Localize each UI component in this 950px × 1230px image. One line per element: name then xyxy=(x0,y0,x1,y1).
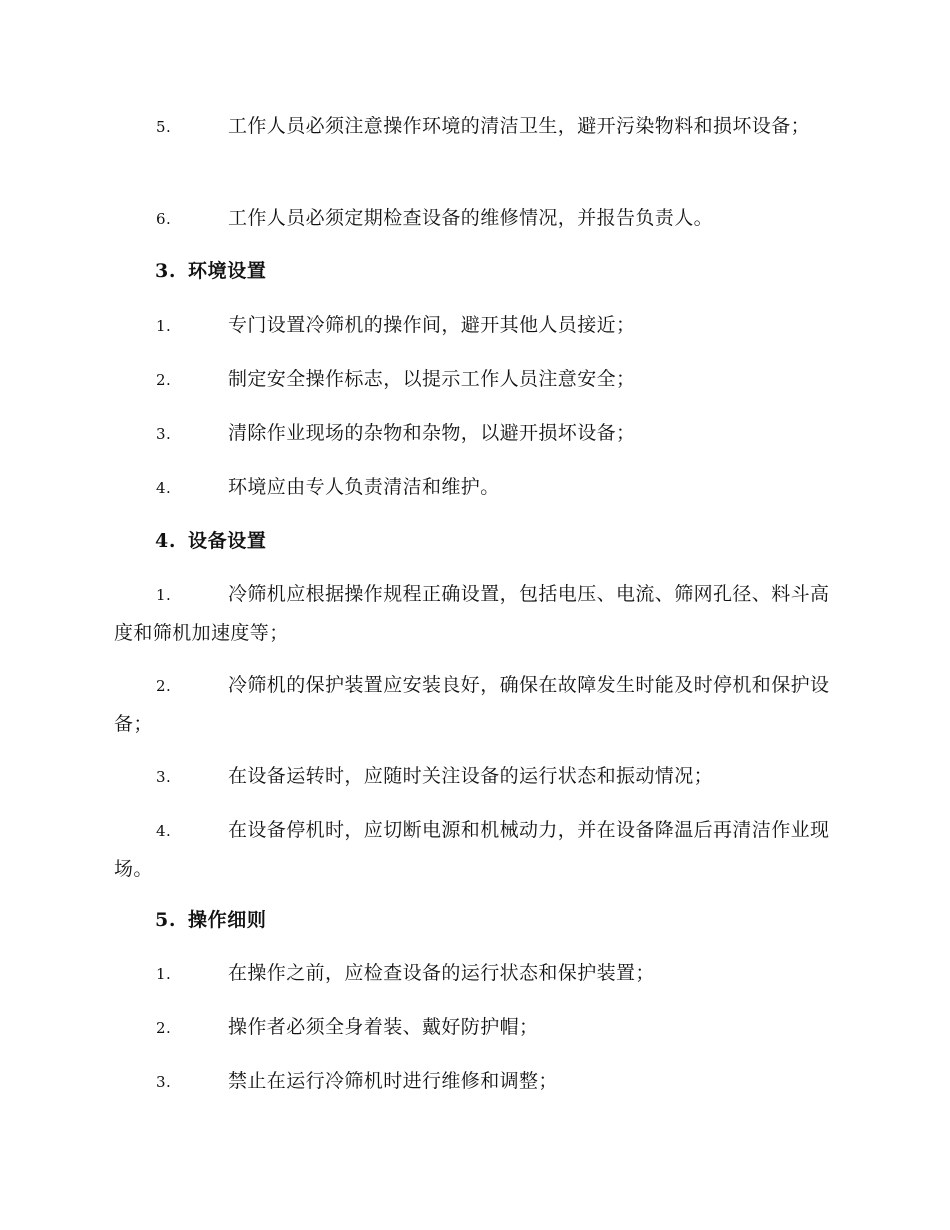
list-item xyxy=(114,360,836,399)
section-number: 5. xyxy=(155,909,177,931)
section-heading xyxy=(155,252,266,290)
section-title: 设备设置 xyxy=(188,530,267,552)
list-item-text: 5. 工作人员必须注意操作环境的清洁卫生，避开污染物料和损坏设备； xyxy=(114,107,836,146)
list-item xyxy=(114,199,836,238)
section-title: 环境设置 xyxy=(188,260,267,282)
list-item-text: 清除作业现场的杂物和杂物，以避开损坏设备； xyxy=(228,422,636,444)
list-item xyxy=(114,666,836,743)
list-item-text: 在设备运转时，应随时关注设备的运行状态和振动情况； xyxy=(228,765,714,787)
list-item-text: 工作人员必须定期检查设备的维修情况，并报告负责人。 xyxy=(228,207,714,229)
list-item xyxy=(114,575,836,652)
section-number: 3. xyxy=(155,260,177,282)
list-item-number: 1. xyxy=(156,965,172,983)
list-item-number: 3. xyxy=(156,1073,172,1091)
list-item xyxy=(114,306,836,345)
list-item xyxy=(114,811,836,888)
list-item-text: 操作者必须全身着装、戴好防护帽； xyxy=(228,1016,539,1038)
list-item-text: 在操作之前，应检查设备的运行状态和保护装置； xyxy=(228,962,655,984)
list-item-number: 3. xyxy=(156,425,172,443)
list-item-number: 2. xyxy=(156,1019,172,1037)
list-item-number: 4. xyxy=(156,479,172,497)
list-item xyxy=(114,1008,836,1047)
list-item-number: 1. xyxy=(156,586,172,604)
list-item-text: 环境应由专人负责清洁和维护。 xyxy=(228,476,500,498)
list-item xyxy=(114,1062,836,1101)
list-item-number: 1. xyxy=(156,317,172,335)
list-item-number: 6. xyxy=(156,210,172,228)
list-item-text: 在设备停机时，应切断电源和机械动力，并在设备降温后再清洁作业现场。 xyxy=(114,819,830,880)
section-title: 操作细则 xyxy=(188,909,267,931)
section-number: 4. xyxy=(155,530,177,552)
list-item xyxy=(114,954,836,993)
list-item-text: 冷筛机应根据操作规程正确设置，包括电压、电流、筛网孔径、料斗高度和筛机加速度等； xyxy=(114,583,830,644)
section-heading xyxy=(155,901,266,939)
list-item-number: 2. xyxy=(156,371,172,389)
list-item-number: 3. xyxy=(156,768,172,786)
list-item-text: 专门设置冷筛机的操作间，避开其他人员接近； xyxy=(228,314,636,336)
list-item xyxy=(114,757,836,796)
list-item xyxy=(114,107,836,146)
list-item-number: 2. xyxy=(156,677,172,695)
list-item-text: 禁止在运行冷筛机时进行维修和调整； xyxy=(228,1070,558,1092)
list-item-number: 5. xyxy=(156,118,172,136)
list-item-number: 4. xyxy=(156,822,172,840)
list-item-text: 冷筛机的保护装置应安装良好，确保在故障发生时能及时停机和保护设备； xyxy=(114,674,830,735)
list-item xyxy=(114,468,836,507)
list-item xyxy=(114,414,836,453)
list-item-text: 制定安全操作标志，以提示工作人员注意安全； xyxy=(228,368,636,390)
section-heading xyxy=(155,522,266,560)
